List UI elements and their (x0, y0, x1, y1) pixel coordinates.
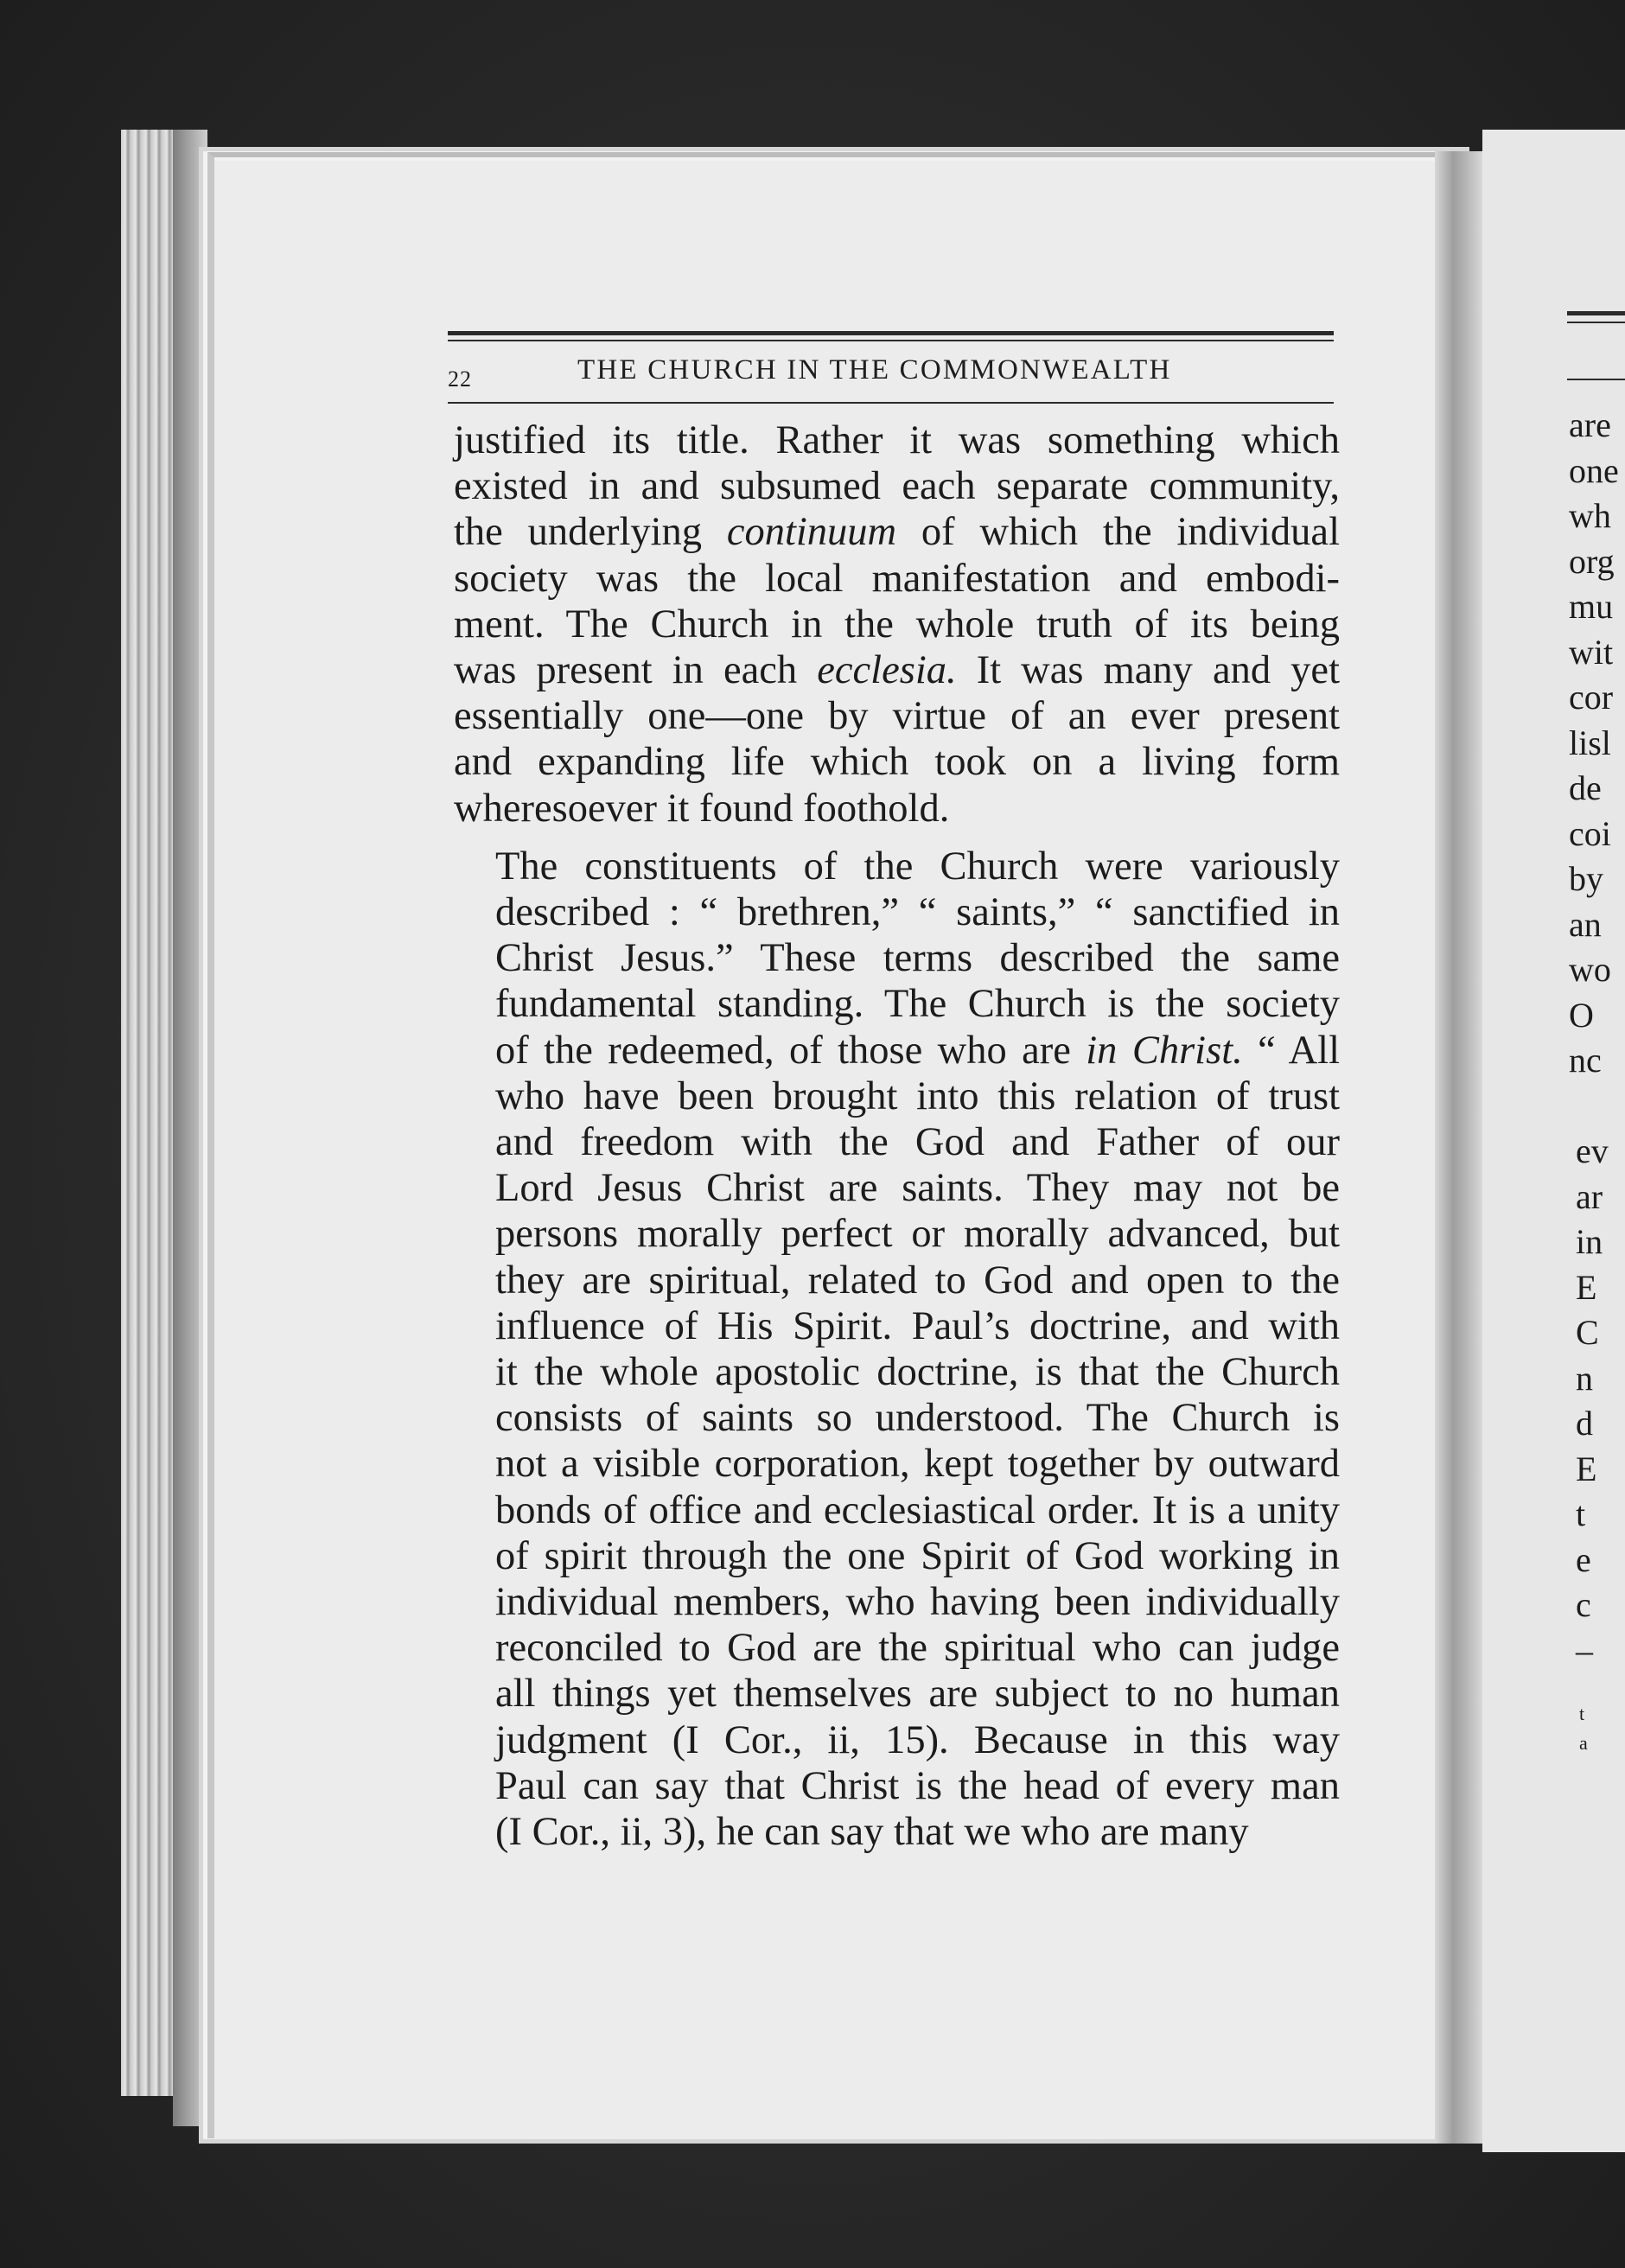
right-page-line: an (1569, 904, 1602, 944)
right-page-line: wo (1569, 950, 1611, 989)
right-page-line: – (1576, 1630, 1593, 1670)
page-number: 22 (448, 366, 472, 392)
book-gutter (1435, 151, 1487, 2144)
text-line: justified its title. Rather it was something which (454, 418, 1340, 462)
right-page-line: wh (1569, 496, 1611, 535)
paragraph (454, 844, 1340, 1855)
text-line: Lord Jesus Christ are saints. They may not be (495, 1166, 1340, 1211)
text-line: (I Cor., ii, 3), he can say that we who are many (495, 1810, 1249, 1855)
text-run: was present in each (454, 648, 818, 693)
text-line: of spirit through the one Spirit of God working in (495, 1533, 1340, 1578)
text-run: “ All (1242, 1028, 1340, 1073)
italic-phrase: continuum (726, 510, 897, 555)
text-run: the underlying (454, 510, 727, 555)
text-line: who have been brought into this relation of trust (495, 1073, 1340, 1118)
right-page-line: E (1576, 1449, 1597, 1488)
right-page-line: coi (1569, 813, 1611, 853)
text-run: It was many and yet (956, 648, 1340, 693)
right-page-line: C (1576, 1313, 1599, 1352)
right-page-line: org (1569, 541, 1615, 581)
right-header-rule-thin (1567, 322, 1625, 323)
right-page-line: d (1576, 1404, 1593, 1443)
text-line: consists of saints so understood. The Church is (495, 1396, 1340, 1441)
text-line: ment. The Church in the whole truth of its being (454, 602, 1340, 647)
text-line: and freedom with the God and Father of our (495, 1120, 1340, 1165)
text-line: judgment (I Cor., ii, 15). Because in this way (495, 1717, 1340, 1762)
text-line: Christ Jesus.” These terms described the same (495, 936, 1340, 981)
right-page-line: t (1579, 1702, 1585, 1724)
text-line: society was the local manifestation and embodi- (454, 556, 1340, 601)
text-line: individual members, who having been individually (495, 1580, 1340, 1625)
right-page-line: ar (1576, 1176, 1603, 1216)
text-line: persons morally perfect or morally advanced, but (495, 1212, 1340, 1257)
text-line: and expanding life which took on a living form (454, 740, 1340, 785)
text-line: they are spiritual, related to God and open to the (495, 1258, 1340, 1303)
italic-phrase: in Christ. (1086, 1028, 1243, 1073)
right-page-line: E (1576, 1267, 1597, 1307)
text-line: it the whole apostolic doctrine, is that the Church (495, 1350, 1340, 1395)
header-rule-thin (448, 340, 1334, 341)
text-line: reconciled to God are the spiritual who can judge (495, 1626, 1340, 1671)
right-page-line: by (1569, 859, 1603, 898)
right-page-line: c (1576, 1585, 1591, 1624)
right-page-line: are (1569, 405, 1611, 444)
right-page-fragment (1482, 130, 1625, 2152)
body-text (454, 417, 1340, 1855)
header-rule-thick (448, 331, 1334, 335)
italic-phrase: ecclesia. (817, 648, 957, 693)
right-page-line: in (1576, 1222, 1603, 1261)
text-run: of the redeemed, of those who are (495, 1028, 1087, 1073)
header-rule-bottom (448, 402, 1334, 404)
right-header-rule-bottom (1567, 379, 1625, 380)
right-page-line: ev (1576, 1131, 1609, 1170)
text-line: wheresoever it found foothold. (454, 786, 950, 831)
paragraph (454, 417, 1340, 831)
right-page-line: one (1569, 450, 1619, 490)
text-line: bonds of office and ecclesiastical order. It is a unity (495, 1488, 1340, 1532)
text-line: influence of His Spirit. Paul’s doctrine, and with (495, 1303, 1340, 1348)
right-page-line: cor (1569, 678, 1614, 717)
text-line: Paul can say that Christ is the head of every man (495, 1763, 1340, 1808)
right-page-line: t (1576, 1494, 1586, 1533)
text-line: existed in and subsumed each separate community, (454, 464, 1340, 509)
running-head (448, 354, 1334, 396)
text-line: described : “ brethren,” “ saints,” “ sanctified in (495, 890, 1340, 935)
right-page-line: O (1569, 995, 1594, 1035)
right-page-line: nc (1569, 1041, 1602, 1080)
right-page-line: n (1576, 1358, 1593, 1398)
text-line (454, 509, 1340, 555)
right-page-line: e (1576, 1539, 1591, 1579)
text-line (454, 647, 1340, 693)
text-line: fundamental standing. The Church is the society (495, 982, 1340, 1027)
text-line: essentially one—one by virtue of an ever present (454, 694, 1340, 739)
right-page-line: a (1579, 1731, 1588, 1754)
text-line: The constituents of the Church were variously (495, 844, 1340, 889)
text-line: all things yet themselves are subject to no human (495, 1672, 1340, 1717)
text-line (454, 1028, 1340, 1073)
right-page-line: mu (1569, 587, 1614, 626)
text-line: not a visible corporation, kept together by outward (495, 1442, 1340, 1487)
right-page-line: lisl (1569, 723, 1611, 762)
right-page-line: de (1569, 768, 1602, 807)
right-page-line: wit (1569, 632, 1614, 672)
text-run: of which the individual (896, 510, 1340, 555)
running-head-title: THE CHURCH IN THE COMMONWEALTH (577, 354, 1172, 385)
right-header-rule (1567, 311, 1625, 315)
